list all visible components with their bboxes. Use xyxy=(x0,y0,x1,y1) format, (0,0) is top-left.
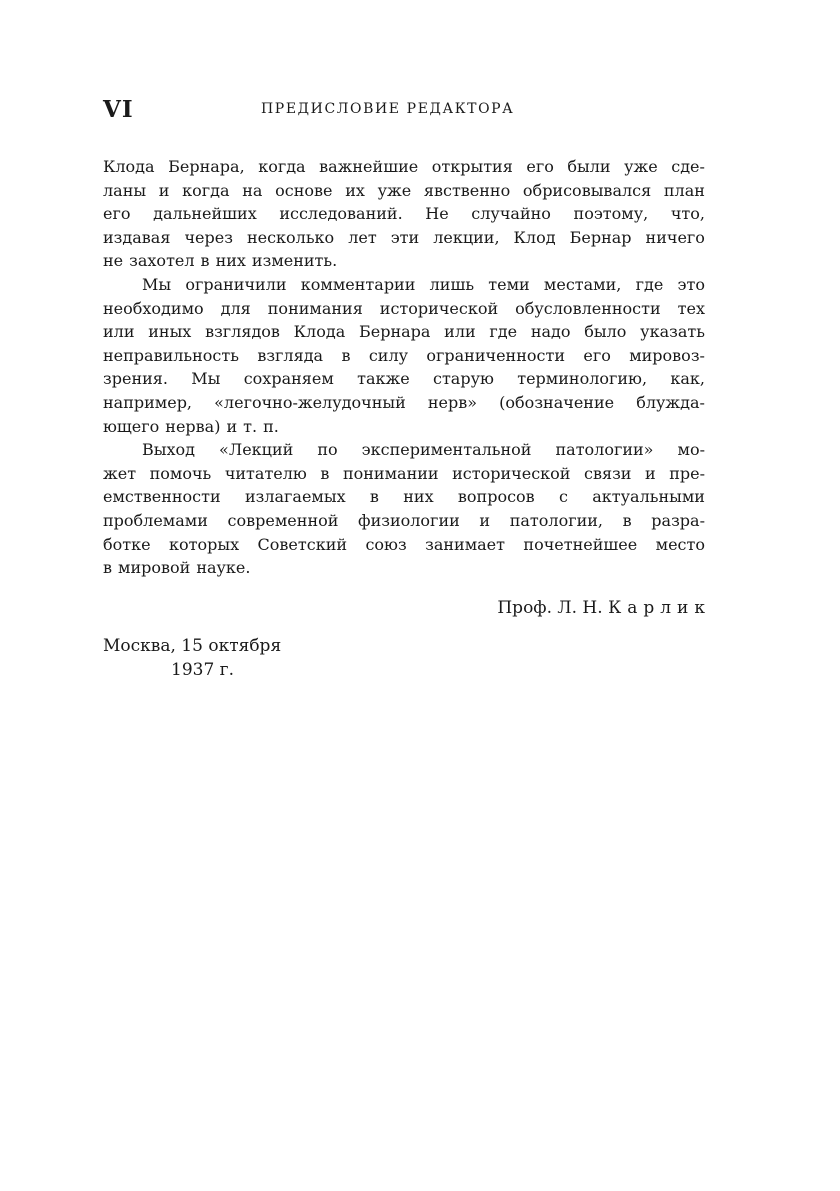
text-line: или иных взглядов Клода Бернара или где надо было указать xyxy=(103,322,705,342)
text-line: Мы ограничили комментарии лишь теми местами, где это xyxy=(142,274,705,294)
text-line: в мировой науке. xyxy=(103,558,251,578)
dateline xyxy=(103,634,705,682)
text-line: неправильность взгляда в силу ограниченности его мировоз- xyxy=(103,345,705,365)
body-text xyxy=(103,155,705,580)
text-line: емственности излагаемых в них вопросов с актуальными xyxy=(103,487,705,507)
dateline-place-date: Москва, 15 октября xyxy=(103,635,282,656)
signature xyxy=(103,596,711,620)
signature-initials: Л. Н. xyxy=(557,597,603,618)
text-line: Клода Бернара, когда важнейшие открытия его были уже сде- xyxy=(103,157,705,176)
text-line: необходимо для понимания исторической обусловленности тех xyxy=(103,298,705,318)
text-line: ланы и когда на основе их уже явственно обрисовывался план xyxy=(103,180,705,200)
text-line: ющего нерва) и т. п. xyxy=(103,416,279,436)
text-line: например, «легочно-желудочный нерв» (обозначение блужда- xyxy=(103,392,705,412)
paragraph xyxy=(103,155,705,273)
text-line: его дальнейших исследований. Не случайно поэтому, что, xyxy=(103,204,705,224)
running-head xyxy=(103,94,705,128)
text-line: ботке которых Советский союз занимает почетнейшее место xyxy=(103,534,705,554)
paragraph xyxy=(103,438,705,580)
text-line: Выход «Лекций по экспериментальной патологии» мо- xyxy=(142,440,705,460)
text-line: не захотел в них изменить. xyxy=(103,251,338,271)
dateline-year: 1937 г. xyxy=(171,659,234,680)
text-line: издавая через несколько лет эти лекции, Клод Бернар ничего xyxy=(103,227,705,247)
text-line: жет помочь читателю в понимании исторической связи и пре- xyxy=(103,463,705,483)
document-page xyxy=(103,94,711,682)
signature-title: Проф. xyxy=(497,597,553,618)
running-title: ПРЕДИСЛОВИЕ РЕДАКТОРА xyxy=(261,101,515,117)
paragraph xyxy=(103,273,705,438)
signature-surname: Карлик xyxy=(608,597,711,618)
page-number: VI xyxy=(103,96,134,123)
text-line: проблемами современной физиологии и патологии, в разра- xyxy=(103,510,705,530)
text-line: зрения. Мы сохраняем также старую терминологию, как, xyxy=(103,369,705,389)
